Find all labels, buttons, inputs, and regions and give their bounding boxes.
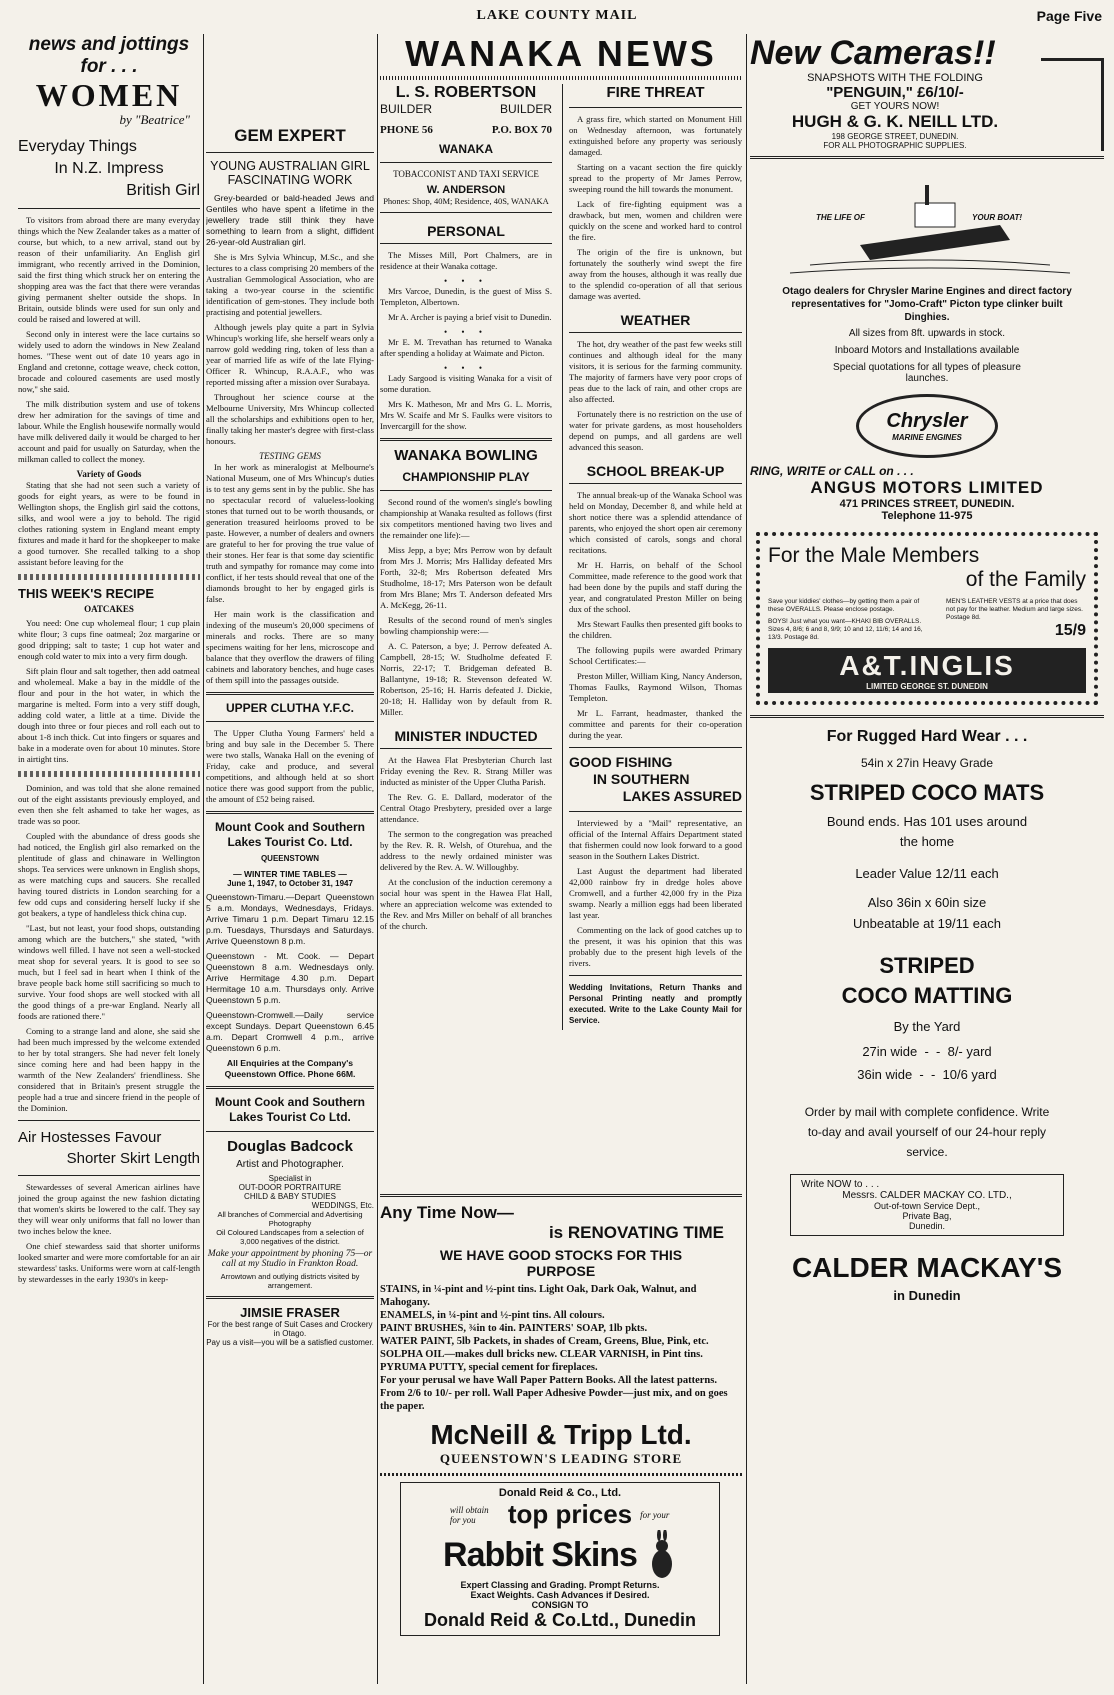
weather-p2: Fortunately there is no restriction on the use of water for private gardens, as most householders depend on pumps, and all gardens are well advanced this season. xyxy=(569,409,742,452)
chrysler-l2: All sizes from 8ft. upwards in stock. xyxy=(848,328,1006,339)
inglis-ad xyxy=(756,532,1098,705)
ads-column xyxy=(750,34,1104,1689)
page-number: Page Five xyxy=(1036,8,1102,24)
chrysler-logo-sub: MARINE ENGINES xyxy=(892,433,962,442)
cameras-supplies: FOR ALL PHOTOGRAPHIC SUPPLIES. xyxy=(823,141,967,150)
inglis-h1: For the Male Members xyxy=(768,544,980,567)
recipe-heading: THIS WEEK'S RECIPE xyxy=(18,586,154,601)
badcock-s2: CHILD & BABY STUDIES xyxy=(244,1192,336,1201)
calder-h2: STRIPED COCO MATS xyxy=(809,780,1045,805)
chrysler-l1: Otago dealers for Chrysler Marine Engines and direct factory representatives for "Jomo-Craft" Picton type clinker built Dinghies. xyxy=(782,286,1072,323)
gem-p3: Throughout her science course at the Melbourne University, Mrs Whincup collected all the scholarships and exhibitions open to her, finally taking her master's degree with first-class honours. xyxy=(206,392,374,446)
min-p1: At the Hawea Flat Presbyterian Church last Friday evening the Rev. R. Strang Miller was inducted as minister of the Upper Clutha Parish. xyxy=(380,755,552,787)
pers-p1: The Misses Mill, Port Chalmers, are in residence at their Wanaka cottage. xyxy=(380,250,552,271)
anderson-phone: Phones: Shop, 40M; Residence, 40S, WANAKA xyxy=(383,196,549,206)
calder-h1: For Rugged Hard Wear . . . xyxy=(826,728,1028,745)
rob-contact xyxy=(380,124,552,136)
fish-h3: LAKES ASSURED xyxy=(622,788,742,804)
badcock-s4: All branches of Commercial and Advertising Photography xyxy=(217,1210,363,1228)
mcneill-l2: ENAMELS, in ¼-pint and ½-pint tins. All colours. xyxy=(380,1310,605,1321)
calder-address-box xyxy=(790,1174,1064,1236)
mcneill-h1: Any Time Now— xyxy=(380,1203,514,1222)
boat-illustration xyxy=(750,165,1104,285)
cameras-addr: 198 GEORGE STREET, DUNEDIN. xyxy=(831,132,959,141)
calder-w27: 27in wide - - 8/- yard xyxy=(862,1044,992,1059)
paper-name: LAKE COUNTY MAIL xyxy=(476,8,638,23)
women-title: WOMEN xyxy=(35,77,183,113)
mtcook1-l2: Queenstown - Mt. Cook. — Depart Queenstown 8 a.m. Wednesdays only. Arrive Hermitage 4.30 p.m. Depart Hermitage 10 a.m. Thursdays only. Arrive Queenstown 5 p.m. xyxy=(206,951,374,1005)
weather-p1: The hot, dry weather of the past few weeks still continues and although ideal for the many visitors, it is serious for the farming community. The majority of farmers have very poor crops of peas due to the lack of rain, and other crops are also affected. xyxy=(569,339,742,404)
testing-subhead: TESTING GEMS xyxy=(259,451,321,461)
chrysler-logo xyxy=(856,394,998,458)
calder-also: Also 36in x 60in size xyxy=(867,895,987,910)
dots-2: • • • xyxy=(444,327,488,337)
story1-p1: To visitors from abroad there are many everyday things which the New Zealander takes as a matter of course, but which, to a new arrival, stand out by reason of their unfamiliarity. An English girl immigrant, who recently arrived in the Dominion, said the first thing which struck her on entering the shopping area was the fact that there were verandas giving permanent shelter outside the shops. In Britain, outside blinds were used for sun only and could be raised and lowered at will. xyxy=(18,215,200,324)
fraser-l2: Pay us a visit—you will be a satisfied customer. xyxy=(206,1338,374,1347)
reid-will: will obtain for you xyxy=(449,1504,489,1525)
chrysler-ring: RING, WRITE or CALL on . . . xyxy=(750,464,914,478)
fish-p3: Commenting on the lack of good catches up to the present, it was his opinion that this was probably due to the present high levels of the rivers. xyxy=(569,925,742,968)
gem-lede: Grey-bearded or bald-headed Jews and Gentiles who have spent a lifetime in the jewellery trade still think they have something to learn from a slight, diffident 26-year-old Australian girl. xyxy=(206,193,374,247)
calder-in: in Dunedin xyxy=(893,1288,961,1303)
story1-h3: British Girl xyxy=(126,182,200,199)
story1-p5: Dominion, and was told that she alone remained out of the eight assistants previously employed, and even then she felt ashamed to take her wages, as trade was so poor. xyxy=(18,783,200,826)
rob-phone: PHONE 56 xyxy=(380,124,433,136)
reid-l1: Expert Classing and Grading. Prompt Returns. xyxy=(460,1580,660,1590)
wanaka-title: WANAKA NEWS xyxy=(405,34,717,74)
gem-column xyxy=(206,34,374,1689)
rob-trade-r: BUILDER xyxy=(499,102,552,116)
mcneill-firm: McNeill & Tripp Ltd. xyxy=(430,1419,692,1450)
bowl-p1: Second round of the women's single's bowling championship at Wanaka resulted as follows (first six competitors mentioned having two lives and the remainder one life):— xyxy=(380,497,552,540)
inglis-logo xyxy=(768,648,1086,693)
cameras-firm: HUGH & G. K. NEILL LTD. xyxy=(791,112,999,131)
calder-size1: 54in x 27in Heavy Grade xyxy=(860,756,994,770)
min-p4: At the conclusion of the induction ceremony a social hour was spent in the Hawea Flat Hall, where an appreciation welcome was extended to the Rev. and Mrs Miller on behalf of all branches of the church. xyxy=(380,877,552,931)
rabbit-icon xyxy=(647,1530,677,1580)
min-p3: The sermon to the congregation was preached by the Rev. R. R. Welsh, of Oturehua, and the address to the newly ordained minister was delivered by the Rev. A. W. Willoughby. xyxy=(380,829,552,872)
calder-yard: By the Yard xyxy=(893,1019,961,1034)
story1-p8: Coming to a strange land and alone, she said she had been much impressed by the welcome extended to her by total strangers. She had never felt lonely since coming here and had been happy in the warmth of the New Zealanders' friendliness. She considered that in Britain's present struggle the people had a true and sincere friend in the people of the Dominion. xyxy=(18,1026,200,1113)
women-kicker: news and jottings for . . . xyxy=(28,34,190,77)
pers-p2: Mrs Varcoe, Dunedin, is the guest of Miss S. Templeton, Albertown. xyxy=(380,286,552,307)
mtcook2-title: Mount Cook and Southern Lakes Tourist Co Ltd. xyxy=(215,1095,365,1124)
fire-p1: A grass fire, which started on Monument Hill on Wednesday afternoon, was fortunately extinguished before any property was seriously damaged. xyxy=(569,114,742,157)
inglis-price: 15/9 xyxy=(1054,622,1086,639)
reid-consign: CONSIGN TO xyxy=(531,1600,589,1610)
dots-3: • • • xyxy=(444,363,488,373)
boat-life: THE LIFE OF xyxy=(816,213,865,222)
anderson-name: W. ANDERSON xyxy=(426,184,506,196)
bowl-p3: Results of the second round of men's singles bowling championship were:— xyxy=(380,615,552,636)
chrysler-l3: Inboard Motors and Installations available xyxy=(834,345,1020,356)
gem-p2: Although jewels play quite a part in Sylvia Whincup's working life, she herself wears only a narrow gold wedding ring, token of less than a year of married life as wife of the late Flying-Officer R. Whincup, R.A.A.F., who was reported missing after a mission over Surabaya. xyxy=(206,322,374,387)
wanaka-column xyxy=(380,34,742,1689)
recipe-sub: OATCAKES xyxy=(84,604,134,614)
fish-p1: Interviewed by a "Mail" representative, an official of the Internal Affairs Department stated that fishermen could now look forward to a good season in the Southern Lakes District. xyxy=(569,818,742,861)
calder-h4: COCO MATTING xyxy=(841,983,1013,1008)
boat-your: YOUR BOAT! xyxy=(972,213,1023,222)
women-column xyxy=(18,34,200,1689)
story1-h1: Everyday Things xyxy=(18,138,137,155)
calder-order: Order by mail with complete confidence. Write to-day and avail yourself of our 24-hour reply service. xyxy=(804,1105,1050,1159)
air-p1: Stewardesses of several American airlines have joined the group against the new fashion dictating that women's skirts be lowered to the calf. They say they will wear only uniforms that fall no lower than two inches below the knee. xyxy=(18,1182,200,1236)
school-p1: The annual break-up of the Wanaka School was held on Monday, December 8, and while held at short notice there was a splendid attendance of parents, who enjoyed the short open air ceremony which consisted of carols, songs and choral recitations. xyxy=(569,490,742,555)
fraser-l1: For the best range of Suit Cases and Crockery in Otago. xyxy=(207,1320,373,1338)
calder-firm: CALDER MACKAY'S xyxy=(791,1252,1063,1283)
mcneill-l3: PAINT BRUSHES, ¾in to 4in. PAINTERS' SOAP, 1lb pkts. xyxy=(380,1323,648,1334)
inglis-logo-sub: LIMITED GEORGE ST. DUNEDIN xyxy=(866,682,988,691)
badcock-name: Douglas Badcock xyxy=(227,1138,353,1155)
chrysler-l4: Special quotations for all types of pleasure launches. xyxy=(833,362,1021,384)
gem-sub2: FASCINATING WORK xyxy=(227,173,353,187)
calder-w36: 36in wide - - 10/6 yard xyxy=(857,1067,997,1082)
story1-p2: Second only in interest were the lace curtains so widely used to adorn the windows in New Zealand homes. "These went out of date 10 years ago in England and cretonne, cottage weave, check cotton, brocade and coloured casements are used mostly now," she said. xyxy=(18,329,200,394)
badcock-s7: Arrowtown and outlying districts visited by arrangement. xyxy=(220,1272,360,1290)
school-p2: Mr H. Harris, on behalf of the School Committee, made reference to the good work that had been done by the pupils and staff during the year, and congratulated Preston Miller on being dux of the school. xyxy=(569,560,742,614)
inglis-h2: of the Family xyxy=(965,568,1086,591)
gem-p5: Her main work is the classification and indexing of the museum's 20,000 specimens of minerals and rocks. There are so many specimens waiting for her lens, microscope and balance that they overflow the drawers of filing cabinets and laboratory benches, and huge cases of them spill into the passages outside. xyxy=(206,609,374,685)
gem-p1: She is Mrs Sylvia Whincup, M.Sc., and she lectures to a class comprising 20 members of the Australian Gemmological Association, who are taking a two-year course in the scientific identification of gem-stones. They include both practising and potential jewellers. xyxy=(206,252,374,317)
calder-ad xyxy=(750,728,1104,1303)
rob-place: WANAKA xyxy=(439,142,493,156)
air-h1: Air Hostesses Favour xyxy=(18,1129,162,1146)
fish-p2: Last August the department had liberated 42,000 rainbow fry in dredge holes above Cromwell, and a further 42,000 fry in the Piza swamp. Nearly a million eggs had been liberated last year. xyxy=(569,866,742,920)
dots-1: • • • xyxy=(444,276,488,286)
rob-trade-l: BUILDER xyxy=(380,102,433,116)
chrysler-logo-text: Chrysler xyxy=(886,410,968,432)
air-h2: Shorter Skirt Length xyxy=(66,1150,200,1167)
fish-headline xyxy=(569,754,742,805)
bowl-h1: WANAKA BOWLING xyxy=(394,447,538,464)
school-p4: The following pupils were awarded Primary School Certificates:— xyxy=(569,645,742,666)
mcneill-ad xyxy=(380,1194,742,1482)
fire-p4: The origin of the fire is unknown, but fortunately the southerly wind swept the fire away from the houses, although it was really due to the splendid co-operation of all that serious damage was averted. xyxy=(569,247,742,301)
badcock-s5: Oil Coloured Landscapes from a selection of 3,000 negatives of the district. xyxy=(216,1228,364,1246)
cameras-penguin: "PENGUIN," £6/10/- xyxy=(826,84,964,101)
bowl-p4: A. C. Paterson, a bye; J. Perrow defeated A. Campbell, 28-15; W. Studholme defeated F. Norris, 22-17; T. Bridgeman defeated B. Ballantyne, 19-18; R. Stevenson defeated W. Robertson, 25-16; H. Harris defeated J. Dickie, 20-18; H. Halliday won by default from R. Miller. xyxy=(380,641,552,717)
yfc-p1: The Upper Clutha Young Farmers' held a bring and buy sale in the December 5. There were two stalls, Wanaka Hall on the evening of Friday, cake and produce, and several competitions, and although held at so short notice there was good support from the public, the amount of £52 being raised. xyxy=(206,728,374,804)
inglis-right: MEN'S LEATHER VESTS at a price that does not pay for the leather. Medium and large sizes. Postage 8d. xyxy=(946,598,1083,621)
inglis-logo-text: A&T.INGLIS xyxy=(839,650,1015,681)
calder-a1: Messrs. CALDER MACKAY CO. LTD., xyxy=(842,1190,1012,1201)
mtcook1-l4: All Enquiries at the Company's Queenstown Office. Phone 66M. xyxy=(224,1058,356,1079)
story1-p6: Coupled with the abundance of dress goods she had noticed, the English girl also remarked on the plentitude of glass and chinaware in Wellington shops. Tea services were unknown in English shops, as were matching cups and saucers. She recalled having toured districts in London searching for a few odd cups and considering herself lucky if she got beakers, a type of handleless thick china cup. xyxy=(18,831,200,918)
mcneill-tag: QUEENSTOWN'S LEADING STORE xyxy=(439,1451,683,1466)
badcock-s1: OUT-DOOR PORTRAITURE xyxy=(238,1183,342,1192)
badcock-spec: Specialist in xyxy=(268,1174,312,1183)
boat-icon xyxy=(750,165,1104,285)
fire-p2: Starting on a vacant section the fire quickly spread to the property of Mr James Perrow, sweeping round the hill towards the monument. xyxy=(569,162,742,194)
fire-heading: FIRE THREAT xyxy=(606,84,705,101)
reid-for: for your xyxy=(640,1509,670,1520)
cameras-get: GET YOURS NOW! xyxy=(850,101,940,112)
badcock-s3: WEDDINGS, Etc. xyxy=(311,1201,374,1210)
school-p3: Mrs Stewart Faulks then presented gift books to the children. xyxy=(569,619,742,640)
yfc-title: UPPER CLUTHA Y.F.C. xyxy=(225,701,354,715)
calder-a3: Private Bag, xyxy=(902,1211,952,1221)
mcneill-l1: STAINS, in ¼-pint and ½-pint tins. Light Oak, Dark Oak, Walnut, and Mahogany. xyxy=(380,1284,697,1308)
reid-firm: Donald Reid & Co., Ltd. xyxy=(498,1487,622,1499)
calder-leader: Leader Value 12/11 each xyxy=(855,866,999,881)
pers-p6: Mrs K. Matheson, Mr and Mrs G. L. Morris, Mrs W. Scaife and Mr S. Faulks were visitors to Invercargill for the show. xyxy=(380,399,552,431)
calder-a4: Dunedin. xyxy=(908,1221,946,1231)
badcock-s6: Make your appointment by phoning 75—or call at my Studio in Frankton Road. xyxy=(207,1249,373,1269)
story1-p3: The milk distribution system and use of tokens drew her admiration for the savings of time and labour. While the English housewife normally would have milk delivered daily it would be charged to her account and paid for usually on Saturday, when the milkman called to collect the money. xyxy=(18,399,200,464)
story1-p7: "Last, but not least, your food shops, outstanding among which are the butchers," she stated, "with windows well filled. I have not seen a well-stocked meat shop for several years. It is good to see so much, but I feel sad in heart when I think of the brave people back home still sacrificing so much to survive. Your food shops are well stocked with all the good things of a pre-war England. Nearly all foods are rationed there." xyxy=(18,923,200,1021)
calder-h3: STRIPED xyxy=(879,953,975,978)
story1-h2: In N.Z. Impress xyxy=(54,160,164,177)
masthead xyxy=(0,8,1114,30)
calder-write: Write NOW to . . . xyxy=(801,1179,880,1190)
fraser-name: JIMSIE FRASER xyxy=(240,1305,340,1320)
angus-firm: ANGUS MOTORS LIMITED xyxy=(810,478,1044,497)
reid-ad xyxy=(400,1482,720,1636)
calder-a2: Out-of-town Service Dept., xyxy=(873,1201,981,1211)
mcneill-l4: WATER PAINT, 5lb Packets, in shades of Cream, Greens, Blue, Pink, etc. xyxy=(380,1336,709,1347)
recipe-p2: Sift plain flour and salt together, then add oatmeal and wholemeal. Make a bay in the middle of the flour and pour in the hot water, in which the margarine is melted. Form into a very stiff dough, adding cold water, a little at a time. Divide the dough into three or four pieces and roll each out to about 1-8 inch thick. Cut into fingers or squares and bake in a moderate oven for about 10 minutes. Store in airtight tins. xyxy=(18,666,200,764)
min-p2: The Rev. G. E. Dallard, moderator of the Central Otago Presbytery, presided over a large attendance. xyxy=(380,792,552,824)
reid-bottom: Donald Reid & Co.Ltd., Dunedin xyxy=(424,1610,696,1630)
badcock-role: Artist and Photographer. xyxy=(236,1159,344,1170)
school-p5: Preston Miller, William King, Nancy Anderson, Thomas Faulks, Raymond Wilson, Thomas Templeton. xyxy=(569,671,742,703)
reid-top: top prices xyxy=(507,1499,633,1529)
mtcook1-place: QUEENSTOWN xyxy=(260,854,320,863)
recipe-p1: You need: One cup wholemeal flour; 1 cup plain white flour; 3 cups fine oatmeal; 2oz margarine or good dripping; salt to taste; 1 cup hot water and enough cold water to mix into a very firm dough. xyxy=(18,618,200,661)
mcneill-h3: WE HAVE GOOD STOCKS FOR THIS PURPOSE xyxy=(439,1247,683,1279)
weather-heading: WEATHER xyxy=(569,308,742,333)
pers-p3: Mr A. Archer is paying a brief visit to Dunedin. xyxy=(388,312,552,322)
personal-heading: PERSONAL xyxy=(380,219,552,244)
gem-title: GEM EXPERT xyxy=(234,126,346,145)
women-byline: by "Beatrice" xyxy=(119,112,190,127)
bowl-h2: CHAMPIONSHIP PLAY xyxy=(402,470,530,484)
mtcook1-l3: Queenstown-Cromwell.—Daily service except Sundays. Depart Queenstown 6.45 a.m. Depart Cromwell 4 p.m., arrive Queenstown 6 p.m. xyxy=(206,1010,374,1053)
mtcook1-l1: Queenstown-Timaru.—Depart Queenstown 5 a.m. Mondays, Wednesdays, Fridays. Arrive Timaru 1 p.m. Depart Timaru 12.15 p.m. Tuesdays, Thursdays and Saturdays. Arrive Queenstown 8 p.m. xyxy=(206,892,374,946)
gem-p4: In her work as mineralogist at Melbourne's National Museum, one of Mrs Whincup's duties is to test any gems sent in by the public. She has no spectacular record of valueless-looking stones that turned out to be worth thousands, or generation treasured heirlooms proved to be paste. However, a number of dealers and owners are grateful to her for proving the true value of their stones. Her fear is that some day scientific truth and sympathy for romance may come into conflict, if her tests should reveal that one of the diamonds brought to her by engaged girls is false. xyxy=(206,462,374,604)
variety-subhead: Variety of Goods xyxy=(76,469,142,479)
story1-p4: Stating that she had not seen such a variety of goods for eight years, as were to be found in Wellington shops, the English girl said the cottons, silks, and wool were a joy to behold. The rigid clothes rationing system in England meant empty fixtures and made it hard for the shopkeeper to make a good turnover. She recalled talking to a shop assistant before leaving for the xyxy=(18,480,200,567)
wanaka-left xyxy=(380,84,552,936)
story1-headline xyxy=(18,136,200,202)
reid-l2: Exact Weights. Cash Advances if Desired. xyxy=(470,1590,650,1600)
mtcook1-tables: — WINTER TIME TABLES — xyxy=(233,869,347,879)
bowl-p2: Miss Jepp, a bye; Mrs Perrow won by default from Mrs J. Morris; Mrs Halliday defeated Mrs Forth, 32-8; Mrs Robertson defeated Mrs Studholme, 18-17; Mrs Paterson won be default from Mrs Blane; Mrs T. Anderson defeated Mrs A. McKegg, 26-11. xyxy=(380,545,552,610)
fish-h1: GOOD FISHING xyxy=(569,754,673,770)
school-p6: Mr L. Farrant, headmaster, thanked the committee and parents for their co-operation during the year. xyxy=(569,708,742,740)
reid-rabbit: Rabbit Skins xyxy=(443,1535,637,1574)
minister-heading: MINISTER INDUCTED xyxy=(380,724,552,749)
wedding-ad: Wedding Invitations, Return Thanks and Personal Printing neatly and promptly executed. Write to the Lake County Mail for Service. xyxy=(569,983,742,1025)
angus-tel: Telephone 11-975 xyxy=(881,510,973,522)
rob-box: P.O. BOX 70 xyxy=(491,124,552,136)
inglis-boys: BOYS! Just what you want—KHAKI BIB OVERALLS. Sizes 4, 8/6; 6 and 8, 9/9; 10 and 12, 11/6; 14 and 16, 13/3. Postage 8d. xyxy=(768,618,923,641)
pers-p5: Lady Sargood is visiting Wanaka for a visit of some duration. xyxy=(380,373,552,394)
school-heading: SCHOOL BREAK-UP xyxy=(569,459,742,484)
inglis-left: Save your kiddies' clothes—by getting them a pair of these OVERALLS. Please enclose postage. xyxy=(768,598,920,613)
air-headline xyxy=(18,1127,200,1169)
cameras-title: New Cameras!! xyxy=(750,34,996,72)
pers-p4: Mr E. M. Trevathan has returned to Wanaka after spending a holiday at Waimate and Picton. xyxy=(380,337,552,358)
wanaka-right xyxy=(562,84,742,1030)
angus-addr: 471 PRINCES STREET, DUNEDIN. xyxy=(839,498,1015,510)
air-p2: One chief stewardess said that shorter uniforms looked smarter and were more comfortable for an air stewardess' tasks. Uniforms were worn at calf-length by stewardesses in the early 1930's in keep- xyxy=(18,1241,200,1284)
rob-trade xyxy=(380,102,552,116)
gem-sub1: YOUNG AUSTRALIAN GIRL xyxy=(210,159,370,173)
fire-p3: Lack of fire-fighting equipment was a drawback, but men, women and children were quickly on the scene and worked hard to control the fire. xyxy=(569,199,742,242)
rob-name: L. S. ROBERTSON xyxy=(395,84,537,101)
mcneill-h2: is RENOVATING TIME xyxy=(548,1223,724,1242)
mcneill-l5: SOLPHA OIL—makes dull bricks new. CLEAR VARNISH, in Pint tins. PYRUMA PUTTY, special cement for fireplaces. xyxy=(380,1349,703,1373)
mtcook1-dates: June 1, 1947, to October 31, 1947 xyxy=(227,879,353,888)
calder-bound: Bound ends. Has 101 uses around the home xyxy=(826,814,1028,849)
mtcook1-title: Mount Cook and Southern Lakes Tourist Co. Ltd. xyxy=(215,820,365,849)
mcneill-l6: For your perusal we have Wall Paper Pattern Books. All the latest patterns. From 2/6 to 10/- per roll. Wall Paper Adhesive Powder—just mix, and on goes the paper. xyxy=(380,1375,728,1412)
fish-h2: IN SOUTHERN xyxy=(593,771,690,787)
cameras-snap: SNAPSHOTS WITH THE FOLDING xyxy=(807,72,983,84)
tob-line: TOBACCONIST AND TAXI SERVICE xyxy=(393,169,539,179)
calder-unbeat: Unbeatable at 19/11 each xyxy=(853,916,1001,931)
